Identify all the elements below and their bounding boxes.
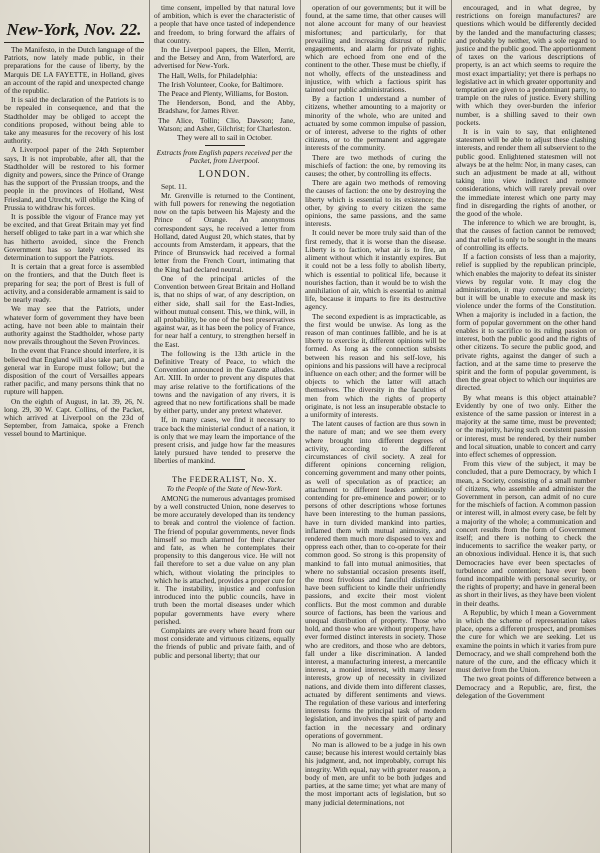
dateline: Sept. 11.: [161, 181, 187, 191]
paragraph: In the Liverpool papers, the Ellen, Merrit, and the Betsey and Ann, from Waterford, are advertised for New-York.: [154, 45, 295, 71]
paragraph: On the eighth of August, in lat. 39, 26, N. long. 29, 30 W. Capt. Collins, of the Packet, which arrived at Liverpool on the 23d of September, from Jamaica, spoke a French vessel bound to Martinique.: [4, 396, 144, 439]
column-2: [150, 0, 299, 853]
list-item: The Alice, Tollin; Clio, Dawson; Jane, Watson; and Asher, Gilchrist; for Charleston.: [158, 115, 295, 133]
extract-heading: Extracts from English papers received per the Packet, from Liverpool.: [156, 148, 293, 166]
paragraph: It is said the declaration of the Patriots is to be repealed in consequence, and that the Stadtholder may be obliged to accept the conditions proposed, without being able to take any measures for the recovery of his lost authority.: [4, 95, 144, 146]
list-item: The Henderson, Bond, and the Abby, Bradshaw, for James River.: [158, 98, 295, 116]
paragraph: AMONG the numerous advantages promised by a well constructed Union, none deserves to be more accurately developed than its tendency to break and control the violence of faction. The friend of popular governments, never finds himself so much alarmed for their character and fate, as when he contemplates their propensity to this dangerous vice. He will not fail therefore to set a due value on any plan which, without violating the principles to which he is attached, provides a proper cure for it. The instability, injustice and confusion introduced into the public councils, have in truth been the mortal diseases under which popular governments have every where perished.: [154, 493, 295, 626]
paragraph: It is in vain to say, that enlightened statesmen will be able to adjust these clashing interests, and render them all subservient to the public good. Enlightened statesmen will not always be at the helm: Nor, in many cases, can such an adjustment be made at all, without taking into view indirect and remote considerations, which will rarely prevail over the immediate interest which one party may find in disregarding the rights of another, or the good of the whole.: [456, 127, 596, 219]
list-item: The Hall, Wells, for Philadelphia:: [158, 70, 258, 80]
paragraph: operation of our governments; but it will be found, at the same time, that other causes will not alone account for many of our heaviest misfortunes; and particularly, for that prevailing and increasing distrust of public engagements, and alarm for private rights, which are echoed from one end of the continent to the other. These must be chiefly, if not wholly, effects of the unsteadiness and injustice, with which a factious spirit has tainted our public administrations.: [305, 3, 446, 95]
paragraph: From this view of the subject, it may be concluded, that a pure Democracy, by which I mean, a Society, consisting of a small number of citizens, who assemble and administer the Government in person, can admit of no cure for the mischiefs of faction. A common passion or interest will, in almost every case, be felt by a majority of the whole; a communication and concert results from the form of Government itself; and there is nothing to check the inducements to sacrifice the weaker party, or an obnoxious individual. Hence it is, that such Democracies have ever been spectacles of turbulence and contention; have ever been found incompatible with personal security, or the rights of property; and have in general been as short in their lives, as they have been violent in their deaths.: [456, 459, 596, 608]
federalist-title: The FEDERALIST, No. X.: [172, 473, 277, 484]
masthead-rule: [4, 42, 144, 43]
paragraph: The following is the 13th article in the Definitive Treaty of Peace, to which the Convention announced in the Gazette alludes. Art. XIII. In order to prevent any disputes that may arise relative to the fortifications of the towns and the navigation of any rivers, it is agreed that no new fortifications shall be made by either party, under any pretext whatever.: [154, 348, 295, 416]
paragraph: There are again two methods of removing the causes of faction: the one by destroying the liberty which is essential to its existence; the other, by giving to every citizen the same opinions, the same passions, and the same interests.: [305, 178, 446, 229]
paragraph: The Manifesto, in the Dutch language of the Patriots, now lately made public, in their preparations for the cause of liberty, by the Marquis DE LA FAYETTE, in Holland, gives an account of the rapid and unexpected change of the republic.: [4, 45, 144, 96]
federalist-subtitle: To the People of the State of New-York.: [166, 483, 283, 493]
paragraph: A Liverpool paper of the 24th September says, It is not improbable, after all, that the Stadtholder will be restored to his former dignity and powers, since the Prince of Orange has the support of the Prussian troops, and the people in the provinces of Holland, West Friesland, and Utrecht, will oblige the King of Prussia to withdraw his forces.: [4, 145, 144, 212]
ships-footer: They were all to sail in October.: [176, 133, 273, 143]
paragraph: The second expedient is as impracticable, as the first would be unwise. As long as the reason of man continues fallible, and he is at liberty to exercise it, different opinions will be formed. As long as the connection subsists between his reason and his self-love, his opinions and his passions will have a reciprocal influence on each other; and the former will be objects to which the latter will attach themselves. The diversity in the faculties of men from which the rights of property originate, is not less an insuperable obstacle to a uniformity of interests.: [305, 311, 447, 419]
paragraph: If a faction consists of less than a majority, relief is supplied by the republican principle, which enables the majority to defeat its sinister views by regular vote. It may clog the administration, it may convulse the society; but it will be unable to execute and mask its violence under the forms of the Constitution. When a majority is included in a faction, the form of popular government on the other hand enables it to sacrifice to its ruling passion or interest, both the public good and the rights of other citizens. To secure the public good, and private rights, against the danger of such a faction, and at the same time to preserve the spirit and the form of popular government, is then the great object to which our inquiries are directed.: [456, 252, 596, 393]
column-1: [0, 0, 148, 853]
paragraph: If, in many cases, we find it necessary to trace back the ministerial conduct of a nation, it is only that we may learn the importance of the present crisis, and judge how far the measures lately pursued have tended to preserve the liberties of mankind.: [154, 415, 295, 466]
paragraph: The two great points of difference between a Democracy and a Republic, are, first, the delegation of the Government: [456, 674, 596, 700]
paragraph: By a faction I understand a number of citizens, whether amounting to a majority or minority of the whole, who are united and actuated by some common impulse of passion, or of interest, adverse to the rights of other citizens, or to the permanent and aggregate interests of the community.: [305, 94, 446, 153]
paragraph: In the event that France should interfere, it is believed that England will also take part, and a general war in Europe must follow; but the disposition of the court of Versailles appears rather pacific, and many persons think that no rupture will happen.: [4, 346, 144, 397]
section-rule: [205, 469, 245, 470]
list-item: The Peace and Plenty, Williams, for Boston.: [158, 89, 289, 99]
paragraph: time consent, impelled by that natural love of ambition, which is ever the characteristic of a people that have once tasted of independence and freedom, to bring forward the affairs of that country.: [154, 3, 295, 45]
column-4: [452, 0, 600, 853]
paragraph: We may see that the Patriots, under whatever form of government they have been acting, have not been able to maintain their authority against the Stadtholder, whose party now prevails throughout the Seven Provinces.: [4, 304, 144, 347]
paragraph: Complaints are every where heard from our most considerate and virtuous citizens, equally the friends of public and private faith, and of public and personal liberty; that our: [154, 626, 295, 660]
paragraph: One of the principal articles of the Convention between Great Britain and Holland is, that no ships of war, of any description, on either side, shall sail for the East-Indies, without mutual consent. This, we think, will, in all probability, be one of the best preservatives against war, as it has been the policy of France, for near half a century, to strengthen herself in the East.: [154, 273, 295, 349]
paragraph: encouraged, and in what degree, by restrictions on foreign manufactures? are questions which would be differently decided by the landed and the manufacturing classes; and probably by neither, with a sole regard to justice and the public good. The apportionment of taxes on the various descriptions of property, is an act which seems to require the most exact impartiality; yet there is perhaps no legislative act in which greater opportunity and temptation are given to a predominant party, to trample on the rules of justice. Every shilling with which they over-burden the inferior number, is a shilling saved to their own pockets.: [456, 3, 596, 127]
city-heading: LONDON.: [198, 168, 251, 180]
section-rule: [205, 145, 245, 146]
paragraph: It is possible the vigour of France may yet be excited, and that Great Britain may yet find herself obliged to take part in a war which she has hitherto avoided, since the French Government has so lately expressed its determination to support the Patriots.: [4, 212, 144, 263]
paragraph: The latent causes of faction are thus sown in the nature of man; and we see them every where brought into different degrees of activity, according to the different circumstances of civil society. A zeal for different opinions concerning religion, concerning government and many other points, as well of speculation as of practice; an attachment to different leaders ambitiously contending for pre-eminence and power; or to persons of other descriptions whose fortunes have been interesting to the human passions, have in turn divided mankind into parties, inflamed them with mutual animosity, and rendered them much more disposed to vex and oppress each other, than to co-operate for their common good. So strong is this propensity of mankind to fall into mutual animosities, that where no substantial occasion presents itself, the most frivolous and fanciful distinctions have been sufficient to kindle their unfriendly passions, and excite their most violent conflicts. But the most common and durable source of factions, has been the various and unequal distribution of property. Those who hold, and those who are without property, have ever formed distinct interests in society. Those who are creditors, and those who are debtors, fall under a like discrimination. A landed interest, a manufacturing interest, a mercantile interest, a monied interest, with many lesser interests, grow up of necessity in civilized nations, and divide them into different classes, actuated by different sentiments and views. The regulation of these various and interfering interests forms the principal task of modern legislation, and involves the spirit of party and faction in the necessary and ordinary operations of government.: [305, 419, 446, 740]
column-3: [301, 0, 450, 853]
paragraph: By what means is this object attainable? Evidently by one of two only. Either the existence of the same passion or interest in a majority at the same time, must be prevented; or the majority, having such coexistent passion or interest, must be rendered, by their number and local situation, unable to concert and carry into effect schemes of oppression.: [456, 392, 596, 459]
paragraph: It could never be more truly said than of the first remedy, that it is worse than the disease. Liberty is to faction, what air is to fire, an aliment without which it instantly expires. But it could not be a less folly to abolish liberty, which is essential to political life, because it nourishes faction, than it would be to wish the annihilation of air, which is essential to animal life, because it imparts to fire its destructive agency.: [305, 228, 446, 312]
paragraph: A Republic, by which I mean a Government in which the scheme of representation takes place, opens a different prospect, and promises the cure for which we are seeking. Let us examine the points in which it varies from pure Democracy, and we shall comprehend both the nature of the cure, and the efficacy which it must derive from the Union.: [456, 607, 596, 675]
paragraph: The inference to which we are brought, is, that the causes of faction cannot be removed; and that relief is only to be sought in the means of controlling its effects.: [456, 218, 596, 252]
paragraph: No man is allowed to be a judge in his own cause; because his interest would certainly bias his judgment, and, not improbably, corrupt his integrity. With equal, nay with greater reason, a body of men, are unfit to be both judges and parties, at the same time; yet what are many of the most important acts of legislation, but so many judicial determinations, not: [305, 740, 446, 807]
paragraph: It is certain that a great force is assembled on the frontiers, and that the Dutch fleet is preparing for sea; the port of Brest is full of activity, and a considerable armament is said to be nearly ready.: [4, 262, 144, 305]
paragraph: There are two methods of curing the mischiefs of faction: the one, by removing its causes; the other, by controlling its effects.: [305, 152, 446, 179]
masthead: New-York, Nov. 22.: [6, 20, 142, 39]
ship-list: [154, 72, 295, 133]
paragraph: Mr. Grenville is returned to the Continent, with full powers for renewing the negotiation now on the tapis between his Majesty and the Prince of Orange. An anonymous correspondent says, he received a letter from Holland, dated August 20, which states, that by accounts from Amsterdam, it appears, that the Prince of Brunswick had received a formal letter from the French Court, intimating that the King had declared neutral.: [154, 190, 295, 274]
list-item: The Irish Volunteer, Cooke, for Baltimore.: [158, 79, 284, 89]
